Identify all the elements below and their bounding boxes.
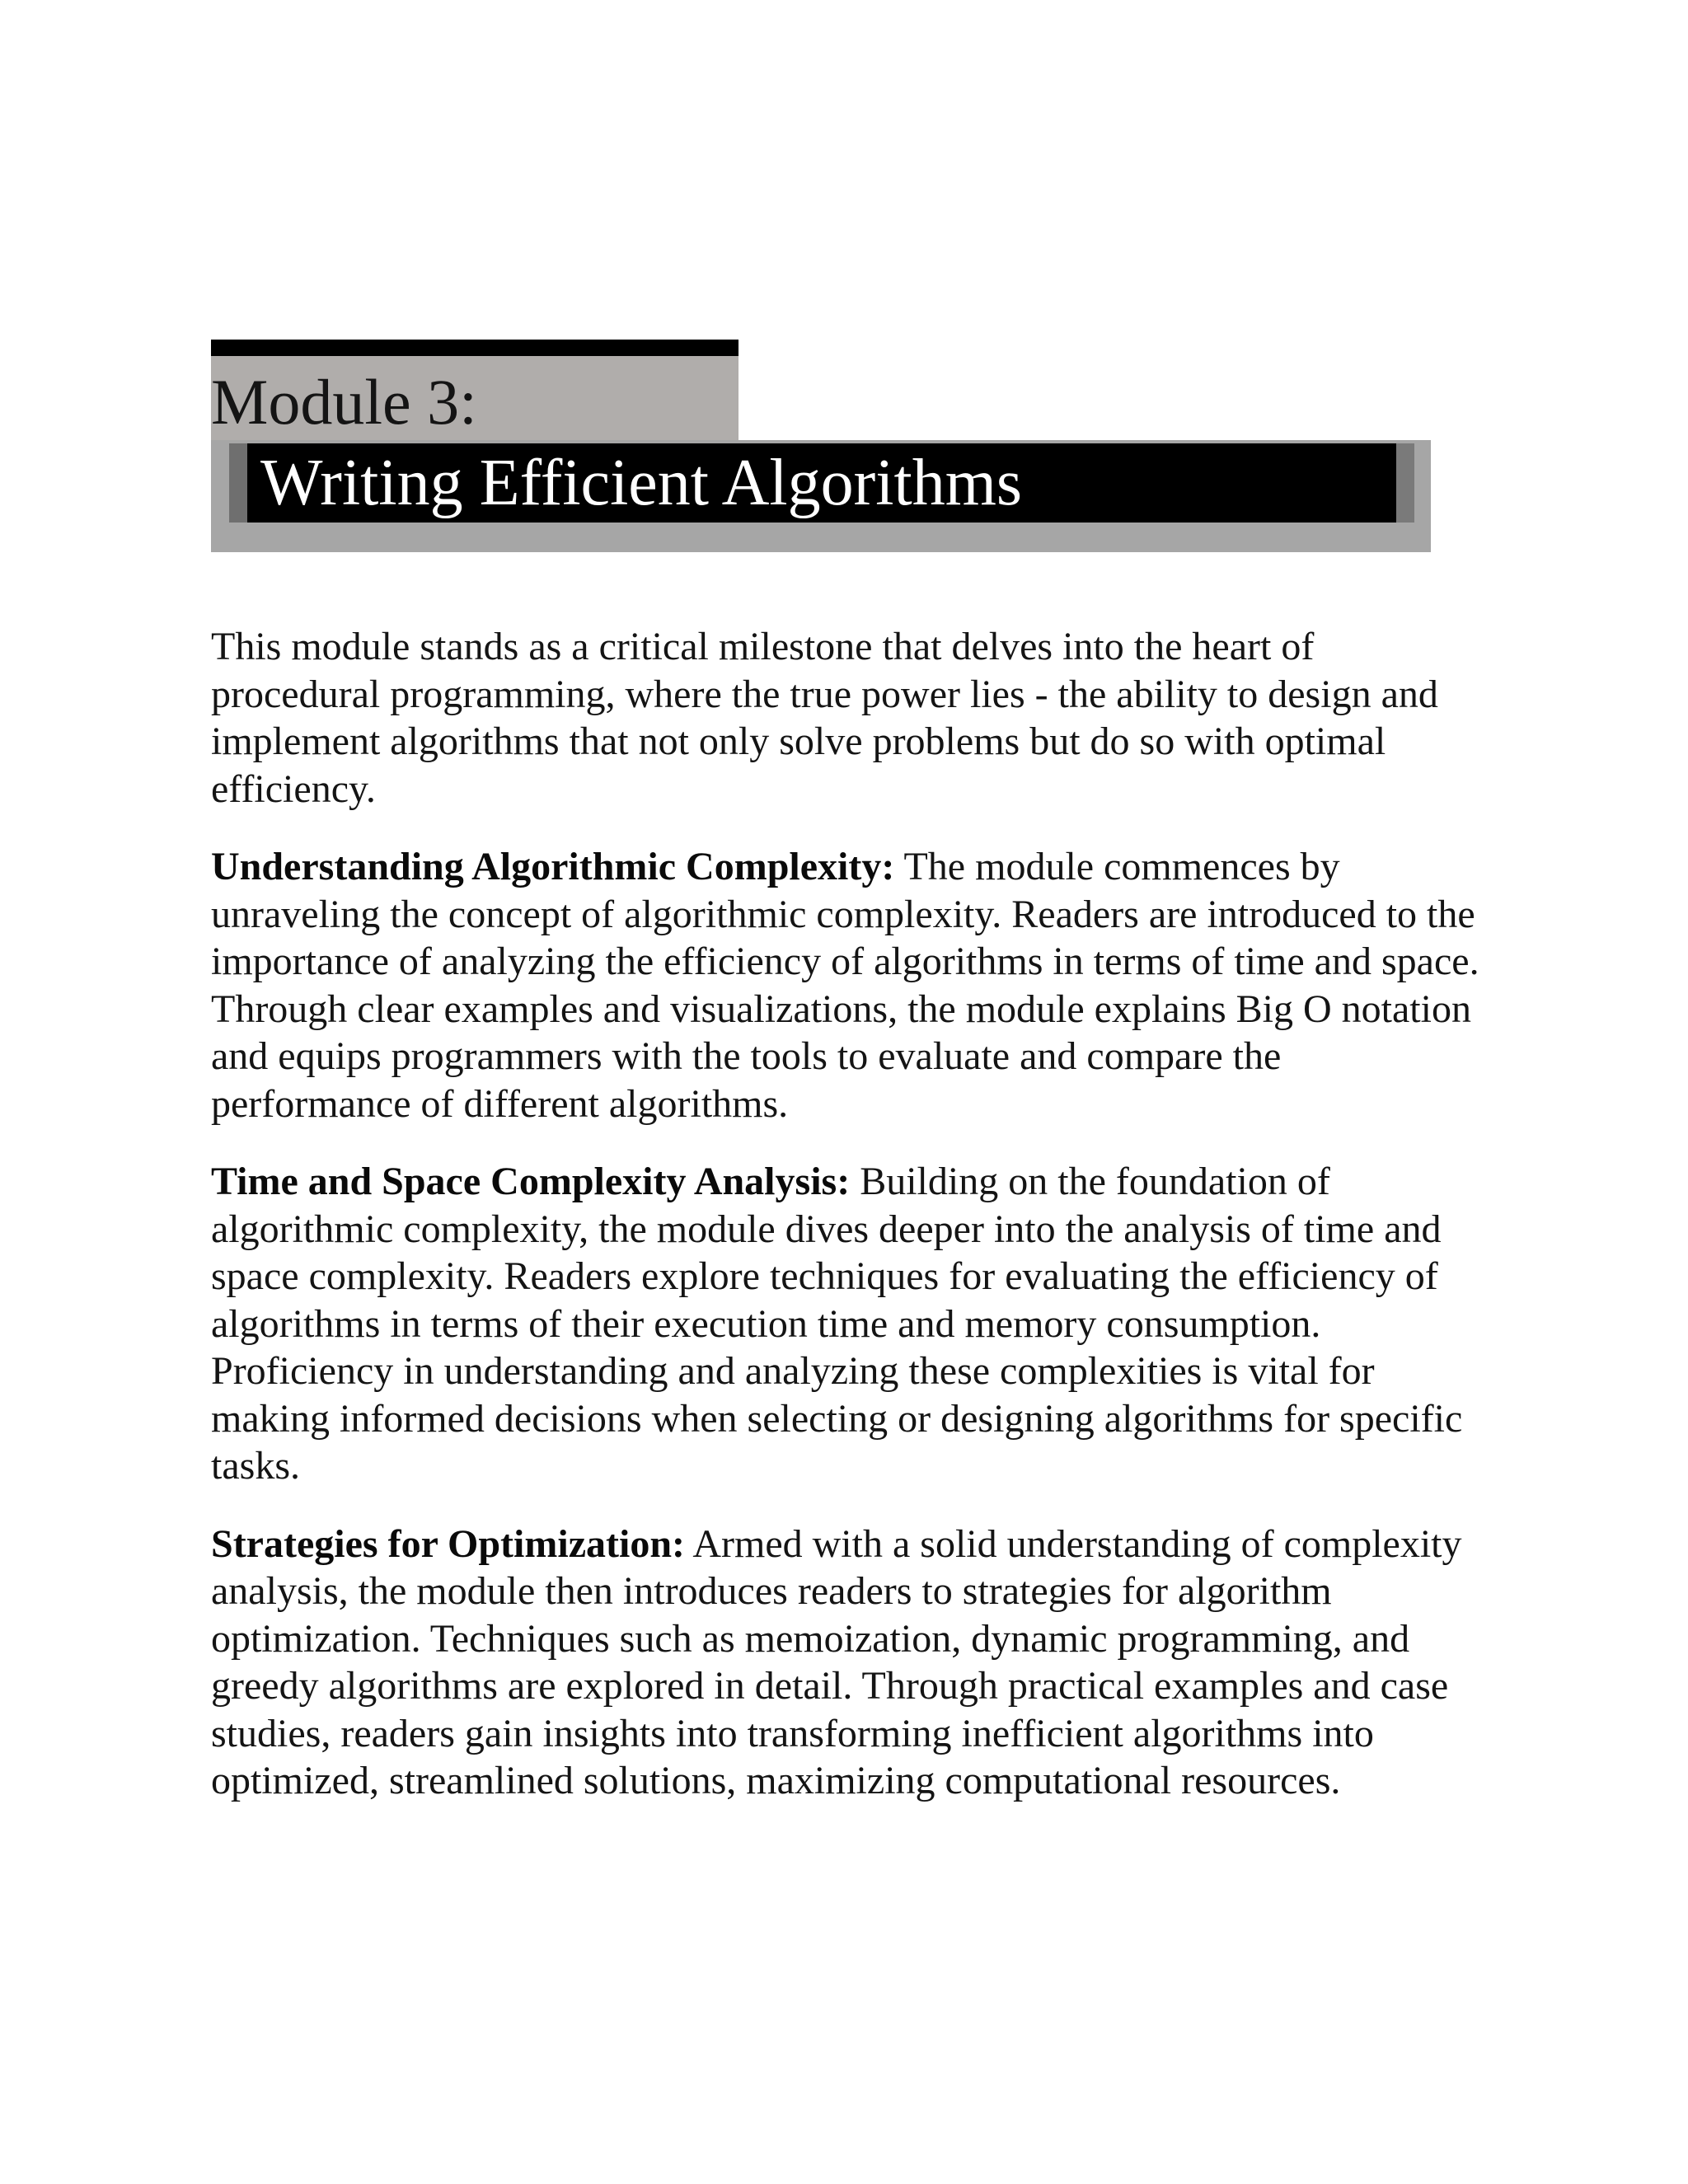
heading-top-rule bbox=[211, 340, 738, 356]
intro-paragraph: This module stands as a critical milestone that delves into the heart of procedural programming, where the true power lies - the ability to design and implement algorithms that not only solve problems but do so with optimal efficiency. bbox=[211, 625, 1438, 811]
module-title: Writing Efficient Algorithms bbox=[260, 447, 1023, 519]
module-body bbox=[211, 623, 1480, 1835]
section-paragraph-optimization bbox=[211, 1521, 1480, 1805]
section-paragraph-algorithmic-complexity bbox=[211, 843, 1480, 1127]
section-text: Building on the foundation of algorithmic complexity, the module dives deeper into the analysis of time and space complexity. Readers explore techniques for evaluating the efficiency of algorithms in terms of their execution time and memory consumption. Proficiency in understanding and analyzing these complexities is vital for making informed decisions when selecting or designing algorithms for specific tasks. bbox=[211, 1160, 1463, 1488]
section-heading: Time and Space Complexity Analysis: bbox=[211, 1160, 851, 1203]
section-heading: Strategies for Optimization: bbox=[211, 1521, 685, 1566]
section-text: The module commences by unraveling the concept of algorithmic complexity. Readers are introduced to the importance of analyzing the efficiency of algorithms in terms of time and space. Through clear examples and visualizations, the module explains Big O notation and equips programmers with the tools to evaluate and compare the performance of different algorithms. bbox=[211, 845, 1479, 1126]
section-paragraph-time-space-analysis bbox=[211, 1158, 1480, 1490]
section-text: Armed with a solid understanding of complexity analysis, the module then introduces readers to strategies for algorithm optimization. Techniques such as memoization, dynamic programming, and greedy algorithms are explored in detail. Through practical examples and case studies, readers gain insights into transforming inefficient algorithms into optimized, streamlined solutions, maximizing computational resources. bbox=[211, 1521, 1462, 1802]
section-heading: Understanding Algorithmic Complexity: bbox=[211, 845, 895, 888]
module-label: Module 3: bbox=[211, 366, 477, 438]
